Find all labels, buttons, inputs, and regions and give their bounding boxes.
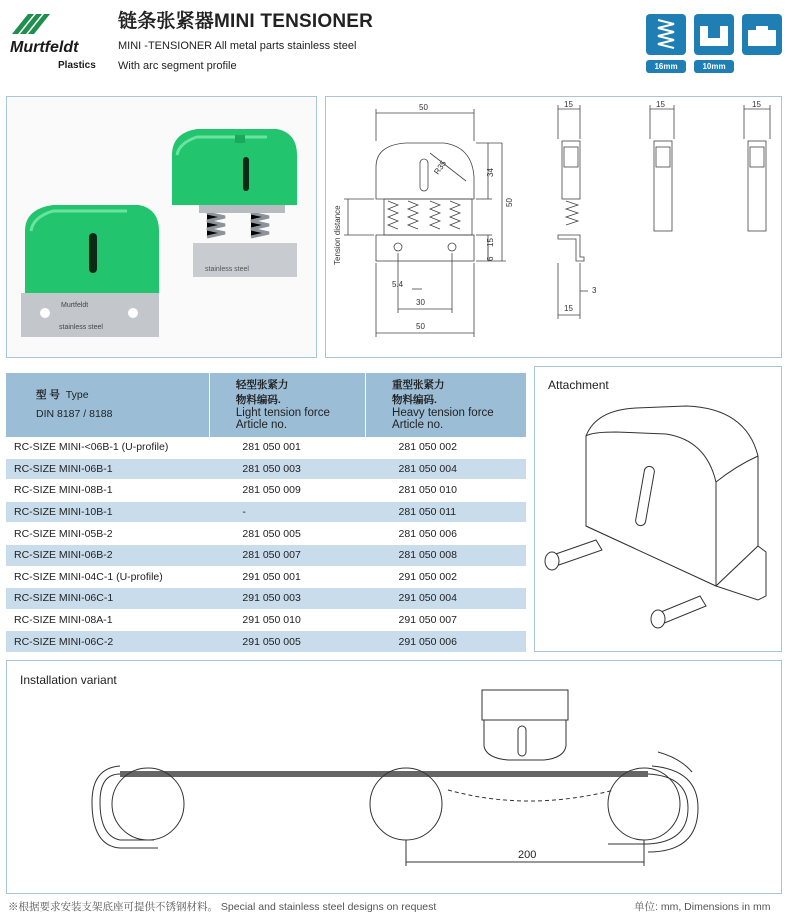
dim-width-top: 50 bbox=[419, 103, 428, 112]
table-row: RC-SIZE MINI-<06B-1 (U-profile) 281 050 001 281 050 002 bbox=[6, 437, 526, 458]
table-row: RC-SIZE MINI-10B-1 - 281 050 011 bbox=[6, 501, 526, 523]
table-row: RC-SIZE MINI-04C-1 (U-profile) 291 050 001 291 050 002 bbox=[6, 566, 526, 588]
installation-title: Installation variant bbox=[20, 673, 117, 687]
dim-30: 30 bbox=[416, 298, 425, 307]
dim-side-2: 15 bbox=[656, 100, 665, 109]
dim-34: 34 bbox=[486, 168, 495, 177]
table-row: RC-SIZE MINI-08A-1 291 050 010 291 050 007 bbox=[6, 609, 526, 631]
table-row: RC-SIZE MINI-08B-1 281 050 009 281 050 010 bbox=[6, 480, 526, 502]
brand-sub: Plastics bbox=[58, 60, 96, 71]
installation-dimension: 200 bbox=[518, 849, 537, 861]
technical-drawing bbox=[326, 97, 781, 357]
dim-15-bottom: 15 bbox=[564, 304, 573, 313]
header-light: 轻型张紧力 物料编码. Light tension force Article no. bbox=[209, 373, 365, 437]
badge-16mm: 16mm bbox=[646, 60, 686, 73]
dim-50-vertical: 50 bbox=[505, 198, 514, 207]
tension-distance-label: Tension distance bbox=[333, 205, 342, 265]
svg-text:stainless steel: stainless steel bbox=[59, 324, 103, 331]
attachment-title: Attachment bbox=[548, 378, 609, 392]
attachment-drawing bbox=[536, 396, 780, 650]
footer-note: ※根据要求安装支架底座可提供不锈钢材料。 Special and stainless steel designs on request bbox=[8, 901, 437, 913]
dim-side-3: 15 bbox=[752, 100, 761, 109]
dim-3: 3 bbox=[592, 286, 597, 295]
technical-drawing-panel bbox=[325, 96, 782, 358]
svg-text:stainless steel: stainless steel bbox=[205, 266, 249, 273]
svg-text:Murtfeldt: Murtfeldt bbox=[61, 302, 89, 309]
murtfeldt-logo bbox=[6, 6, 108, 76]
subtitle-line-1: MINI -TENSIONER All metal parts stainless steel bbox=[118, 40, 357, 52]
table-row: RC-SIZE MINI-06C-1 291 050 003 291 050 004 bbox=[6, 588, 526, 610]
table-row: RC-SIZE MINI-06C-2 291 050 005 291 050 006 bbox=[6, 631, 526, 653]
installation-drawing bbox=[8, 662, 780, 892]
dim-side-1: 15 bbox=[564, 100, 573, 109]
badge-10mm: 10mm bbox=[694, 60, 734, 73]
t-profile-icon bbox=[742, 14, 782, 55]
product-photo-panel bbox=[6, 96, 317, 358]
subtitle-line-2: With arc segment profile bbox=[118, 60, 237, 72]
table-row: RC-SIZE MINI-05B-2 281 050 005 281 050 006 bbox=[6, 523, 526, 545]
dim-15-vertical: 15 bbox=[486, 238, 495, 247]
table-row: RC-SIZE MINI-06B-1 281 050 003 281 050 004 bbox=[6, 458, 526, 480]
dim-6: 6 bbox=[486, 256, 495, 261]
table-row: RC-SIZE MINI-06B-2 281 050 007 281 050 008 bbox=[6, 544, 526, 566]
page-title: 链条张紧器MINI TENSIONER bbox=[118, 11, 374, 32]
footer-units: 单位: mm, Dimensions in mm bbox=[634, 901, 771, 913]
spring-icon bbox=[646, 14, 686, 55]
dim-5-4: 5.4 bbox=[392, 280, 404, 289]
product-photo bbox=[7, 97, 316, 357]
dim-radius: R35 bbox=[432, 158, 449, 177]
article-table bbox=[6, 373, 526, 653]
header-heavy: 重型张紧力 物料编码. Heavy tension force Article no. bbox=[366, 373, 526, 437]
dim-50-bottom: 50 bbox=[416, 322, 425, 331]
brand-name: Murtfeldt bbox=[10, 39, 79, 56]
u-profile-icon bbox=[694, 14, 734, 55]
header-type: 型 号 Type DIN 8187 / 8188 bbox=[6, 373, 209, 437]
